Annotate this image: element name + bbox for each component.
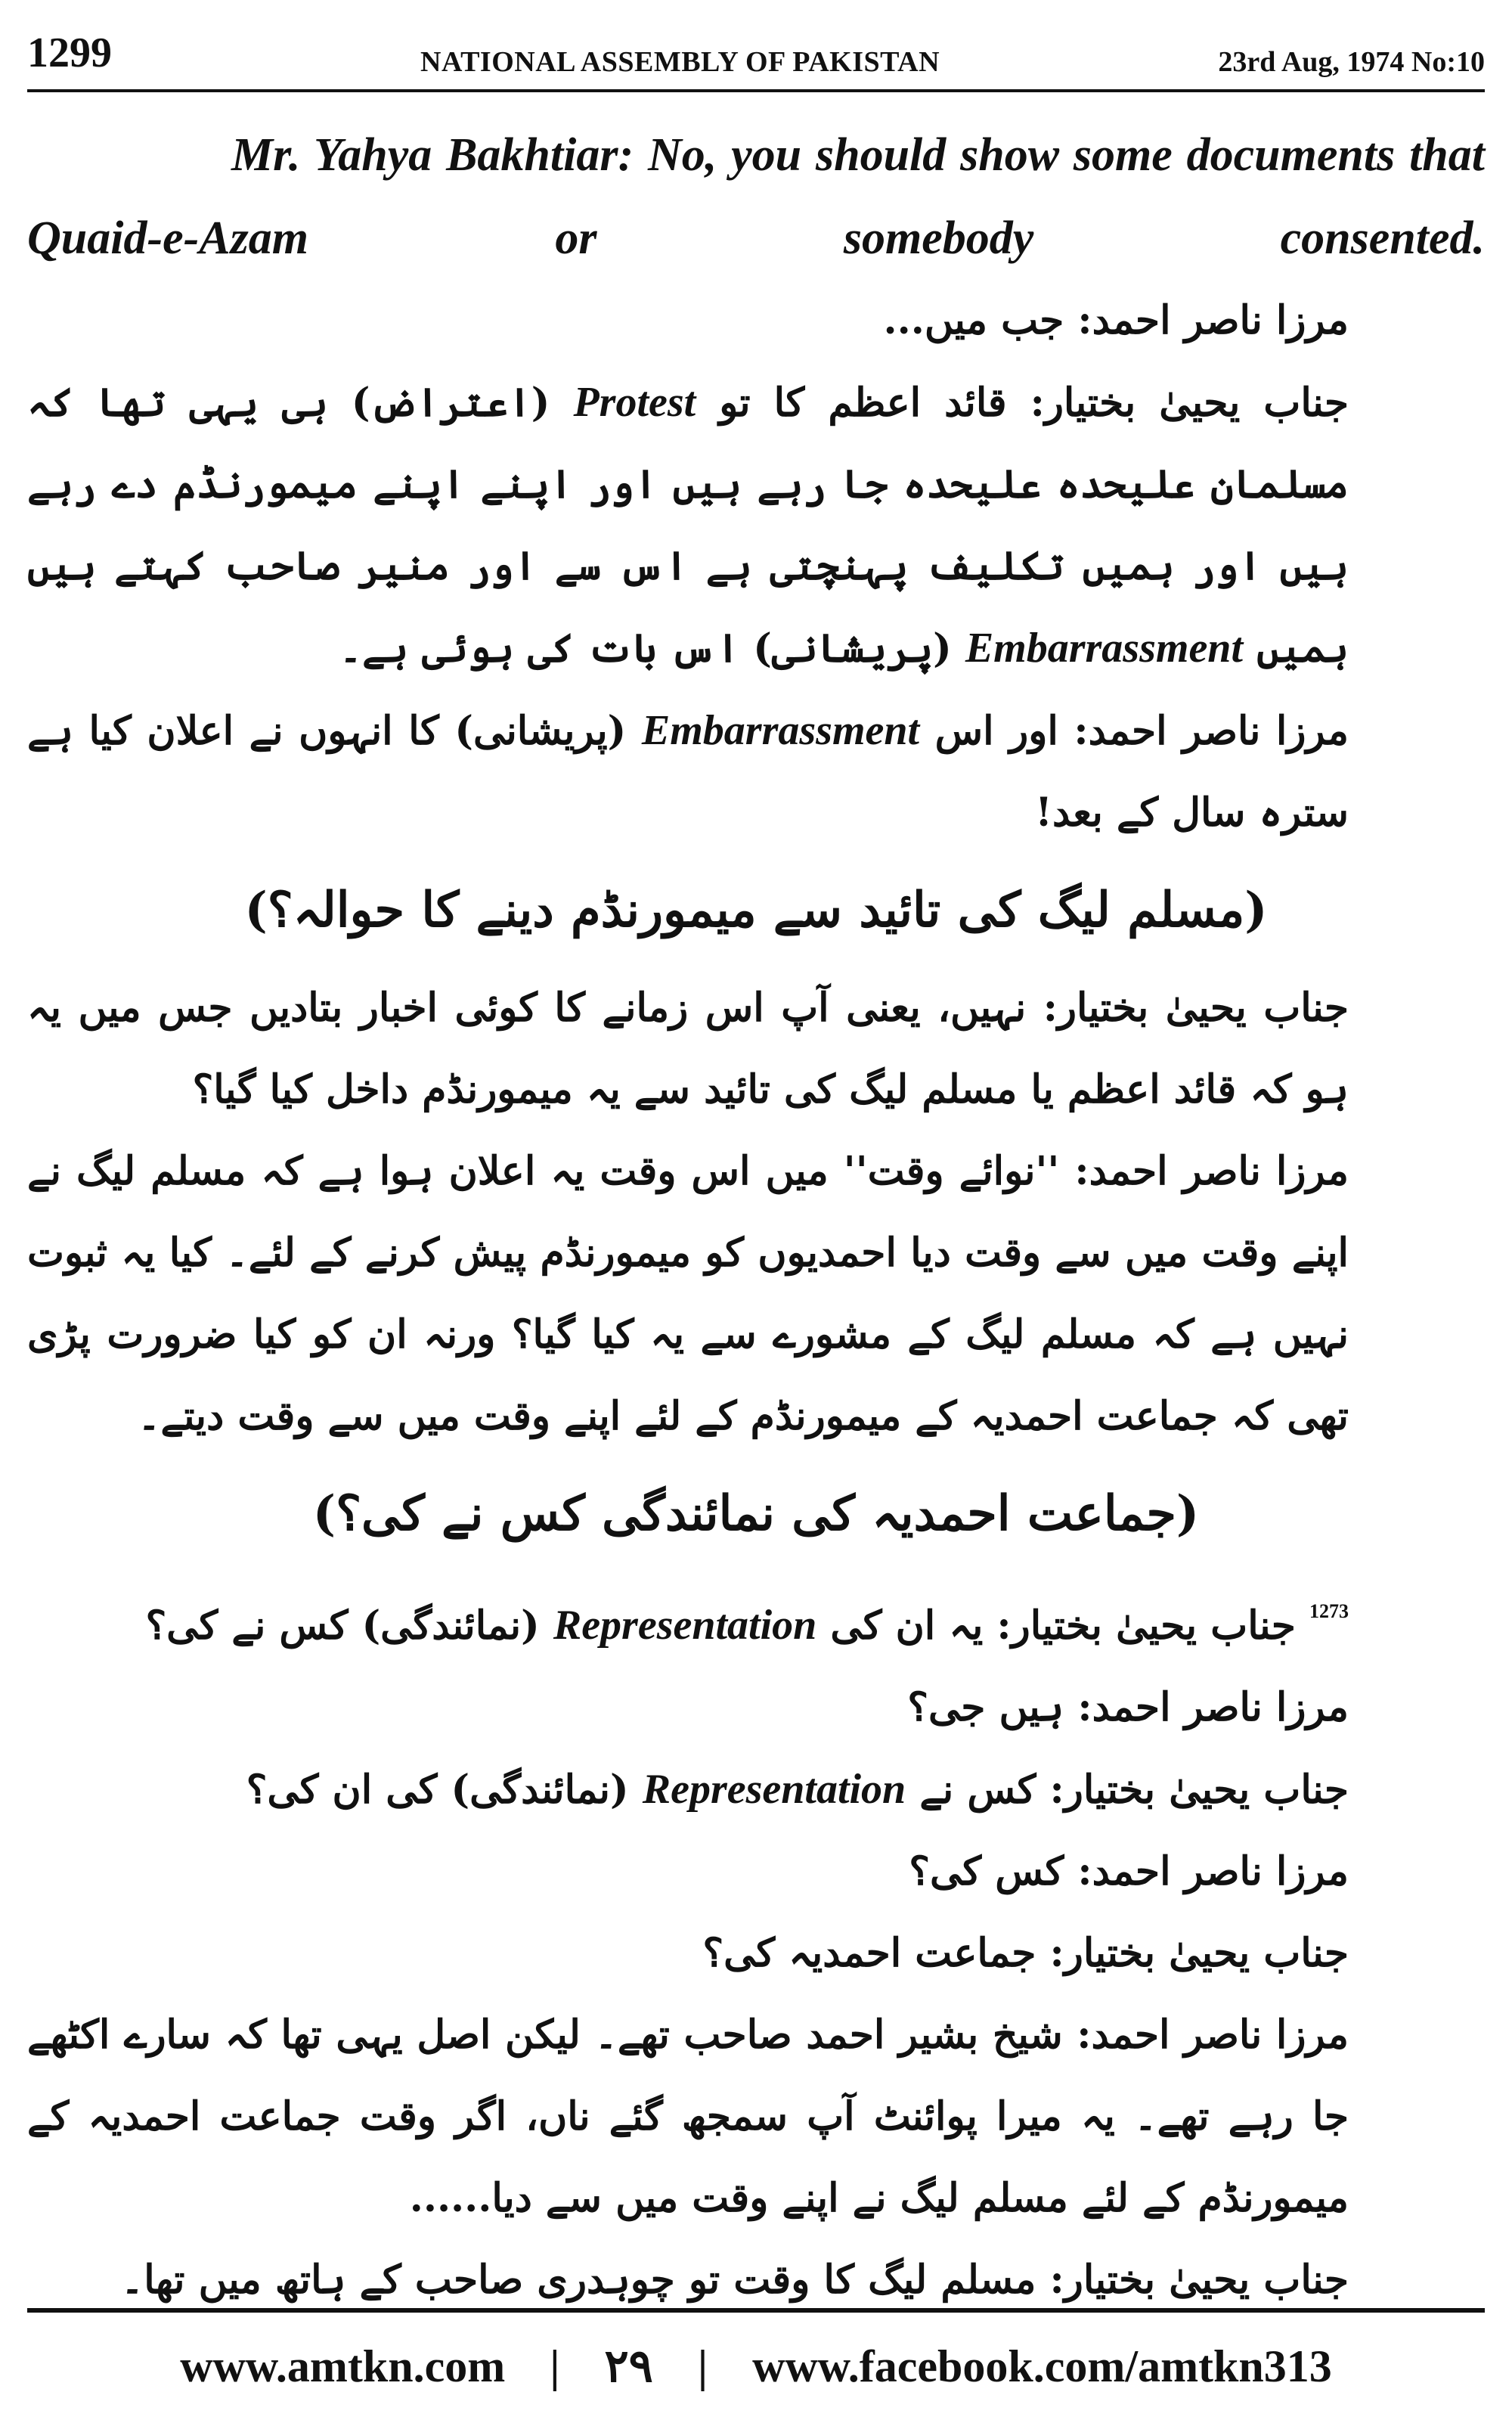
p7-latin: Representation xyxy=(553,1602,817,1649)
p4-latin: Embarrassment xyxy=(641,707,920,754)
header-title: NATIONAL ASSEMBLY OF PAKISTAN xyxy=(420,46,940,78)
section-heading-1: (مسلم لیگ کی تائید سے میمورنڈم دینے کا حوالہ؟) xyxy=(244,882,1268,939)
page-number: 1299 xyxy=(27,29,112,76)
footer-separator: | xyxy=(550,2341,560,2391)
p3-part-b: (اعتراض) ہی یہی تھا کہ مسلمان علیحدہ علیحدہ جا رہے ہیں اور اپنے اپنے میمورنڈم دے رہے ہیں اور ہمیں تکلیف پہنچتی ہے اس سے اور منیر صاحب کہتے ہیں ہمیں xyxy=(27,380,1349,672)
p3-part-a: جناب یحییٰ بختیار: قائد اعظم کا تو xyxy=(719,380,1349,426)
footer-page-number: ۲۹ xyxy=(604,2341,653,2391)
footer-links xyxy=(27,2340,1485,2393)
speaker-name: Mr. Yahya Bakhtiar: xyxy=(231,129,634,181)
p4-part-a: مرزا ناصر احمد: اور اس xyxy=(934,708,1349,754)
paragraph-6: مرزا ناصر احمد: ''نوائے وقت'' میں اس وقت یہ اعلان ہوا ہے کہ مسلم لیگ نے اپنے وقت میں سے وقت دیا احمدیوں کو میمورنڈم پیش کرنے کے لئے۔ کیا یہ ثبوت نہیں ہے کہ مسلم لیگ کے مشورے سے یہ کیا گیا؟ ورنہ ان کو کیا ضرورت پڑی تھی کہ جماعت احمدیہ کے میمورنڈم کے لئے اپنے وقت میں سے وقت دیتے۔ xyxy=(27,1148,1349,1439)
paragraph-3 xyxy=(27,361,1485,690)
footer-facebook-link[interactable]: www.facebook.com/amtkn313 xyxy=(752,2341,1332,2391)
p3-part-c: (پریشانی) اس بات کی ہوئی ہے۔ xyxy=(339,625,952,672)
paragraph-11: جناب یحییٰ بختیار: جماعت احمدیہ کی؟ xyxy=(702,1930,1349,1976)
p7-part-a: جناب یحییٰ بختیار: یہ ان کی xyxy=(830,1602,1296,1649)
p9-latin: Representation xyxy=(642,1766,906,1813)
p9-part-b: (نمائندگی) کی ان کی؟ xyxy=(246,1767,629,1813)
paragraph-7 xyxy=(27,1571,1485,1667)
english-paragraph xyxy=(27,113,1485,280)
paragraph-13: جناب یحییٰ بختیار: مسلم لیگ کا وقت تو چوہدری صاحب کے ہاتھ میں تھا۔ xyxy=(120,2257,1349,2303)
page-header xyxy=(27,29,1485,92)
paragraph-10: مرزا ناصر احمد: کس کی؟ xyxy=(909,1848,1349,1894)
p4-part-b: (پریشانی) کا انہوں نے اعلان کیا ہے سترہ سال کے بعد! xyxy=(27,708,1349,836)
paragraph-8: مرزا ناصر احمد: ہیں جی؟ xyxy=(907,1684,1349,1730)
marginal-number: 1273 xyxy=(1309,1600,1349,1622)
footer-site-link[interactable]: www.amtkn.com xyxy=(180,2341,506,2391)
header-date: 23rd Aug, 1974 No:10 xyxy=(1218,46,1485,78)
p3-latin-2: Embarrassment xyxy=(965,625,1244,672)
paragraph-9 xyxy=(27,1748,1485,1831)
footer-separator: | xyxy=(697,2341,708,2391)
paragraph-4 xyxy=(27,690,1485,854)
english-text: No, you should show some documents that Quaid-e-Azam or somebody consented. xyxy=(27,129,1485,264)
section-heading-2: (جماعت احمدیہ کی نمائندگی کس نے کی؟) xyxy=(312,1485,1200,1542)
p3-latin: Protest xyxy=(573,379,696,426)
p9-part-a: جناب یحییٰ بختیار: کس نے xyxy=(919,1767,1349,1813)
paragraph-2: مرزا ناصر احمد: جب میں... xyxy=(883,297,1349,343)
p7-part-b: (نمائندگی) کس نے کی؟ xyxy=(145,1602,540,1649)
paragraph-5: جناب یحییٰ بختیار: نہیں، یعنی آپ اس زمانے کا کوئی اخبار بتادیں جس میں یہ ہو کہ قائد اعظم یا مسلم لیگ کی تائید سے یہ میمورنڈم داخل کیا گیا؟ xyxy=(27,985,1349,1112)
paragraph-12: مرزا ناصر احمد: شیخ بشیر احمد صاحب تھے۔ لیکن اصل یہی تھا کہ سارے اکٹھے جا رہے تھے۔ یہ میرا پوائنٹ آپ سمجھ گئے ناں، اگر وقت جماعت احمدیہ کے میمورنڈم کے لئے مسلم لیگ نے اپنے وقت میں سے دیا...... xyxy=(27,2012,1349,2221)
page-footer xyxy=(27,2308,1485,2391)
page-content xyxy=(27,113,1485,2303)
